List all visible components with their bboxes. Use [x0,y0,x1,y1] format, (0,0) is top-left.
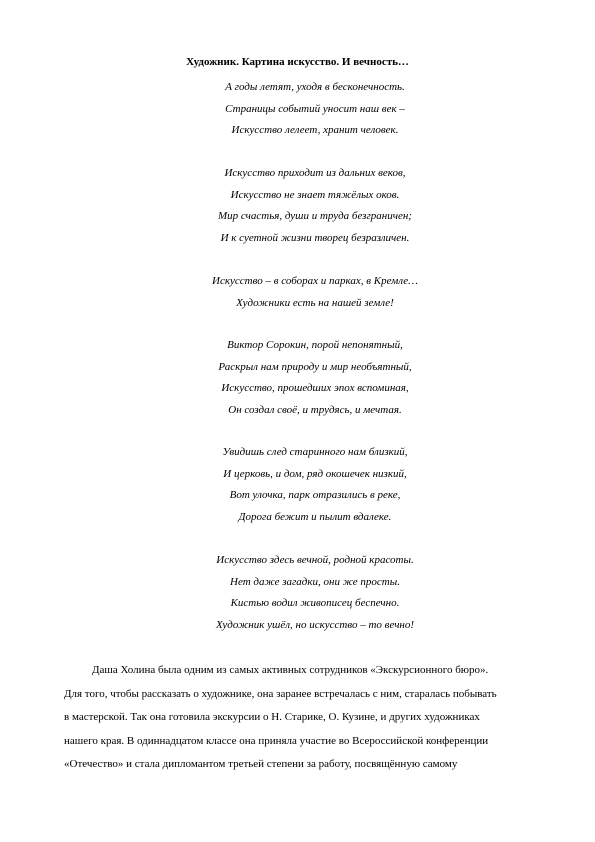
poem-line: Искусство лелеет, хранит человек. [231,124,399,136]
prose-paragraph [64,663,534,781]
poem-line: Искусство здесь вечной, родной красоты. [216,554,414,566]
poem-line: Художник ушёл, но искусство – то вечно! [215,618,415,631]
poem-line: И к суетной жизни творец безразличен. [220,231,410,244]
prose-line: Для того, чтобы рассказать о художнике, она заранее встречалась с ним, старалась побывать [64,687,497,700]
prose-line: «Отечество» и стала дипломантом третьей степени за работу, посвящённую самому [64,758,458,770]
poem-line: Страницы событий уносит наш век – [225,102,405,115]
poem-line: А годы летят, уходя в бесконечность. [225,81,405,93]
poem-title: Художник. Картина искусство. И вечность… [186,56,409,68]
poem-stanza-2 [0,166,595,252]
poem-stanza-4 [0,338,595,424]
poem-line: Виктор Сорокин, порой непонятный, [227,339,403,351]
poem-line: Искусство не знает тяжёлых оков. [230,188,400,201]
poem-stanza-6 [0,553,595,639]
poem-line: Нет даже загадки, они же просты. [230,575,400,588]
poem-line: Кистью водил живописец беспечно. [230,597,400,609]
poem-line: Искусство – в соборах и парках, в Кремле… [212,275,418,287]
poem-line: Художники есть на нашей земле! [236,296,394,309]
prose-line: нашего края. В одиннадцатом классе она приняла участие во Всероссийской конференции [64,734,489,747]
poem-stanza-3 [0,274,595,317]
poem-stanza-1 [0,80,595,145]
poem-line: Искусство, прошедших эпох вспоминая, [221,382,409,394]
poem-line: Вот улочка, парк отразились в реке, [229,489,401,501]
poem-line: Дорога бежит и пылит вдалеке. [238,510,392,523]
poem-line: Мир счастья, души и труда безграничен; [218,210,412,222]
poem-line: Он создал своё, и трудясь, и мечтая. [228,403,402,416]
prose-line: Даша Холина была одним из самых активных сотрудников «Экскурсионного бюро». [92,664,489,676]
poem-line: И церковь, и дом, ряд окошечек низкий, [223,467,407,480]
poem-line: Увидишь след старинного нам близкий, [222,446,408,458]
poem-stanza-5 [0,445,595,531]
prose-line: в мастерской. Так она готовила экскурсии о Н. Старике, О. Кузине, и других художниках [64,711,480,723]
poem-line: Искусство приходит из дальних веков, [224,167,406,179]
poem-line: Раскрыл нам природу и мир необъятный, [218,360,412,373]
